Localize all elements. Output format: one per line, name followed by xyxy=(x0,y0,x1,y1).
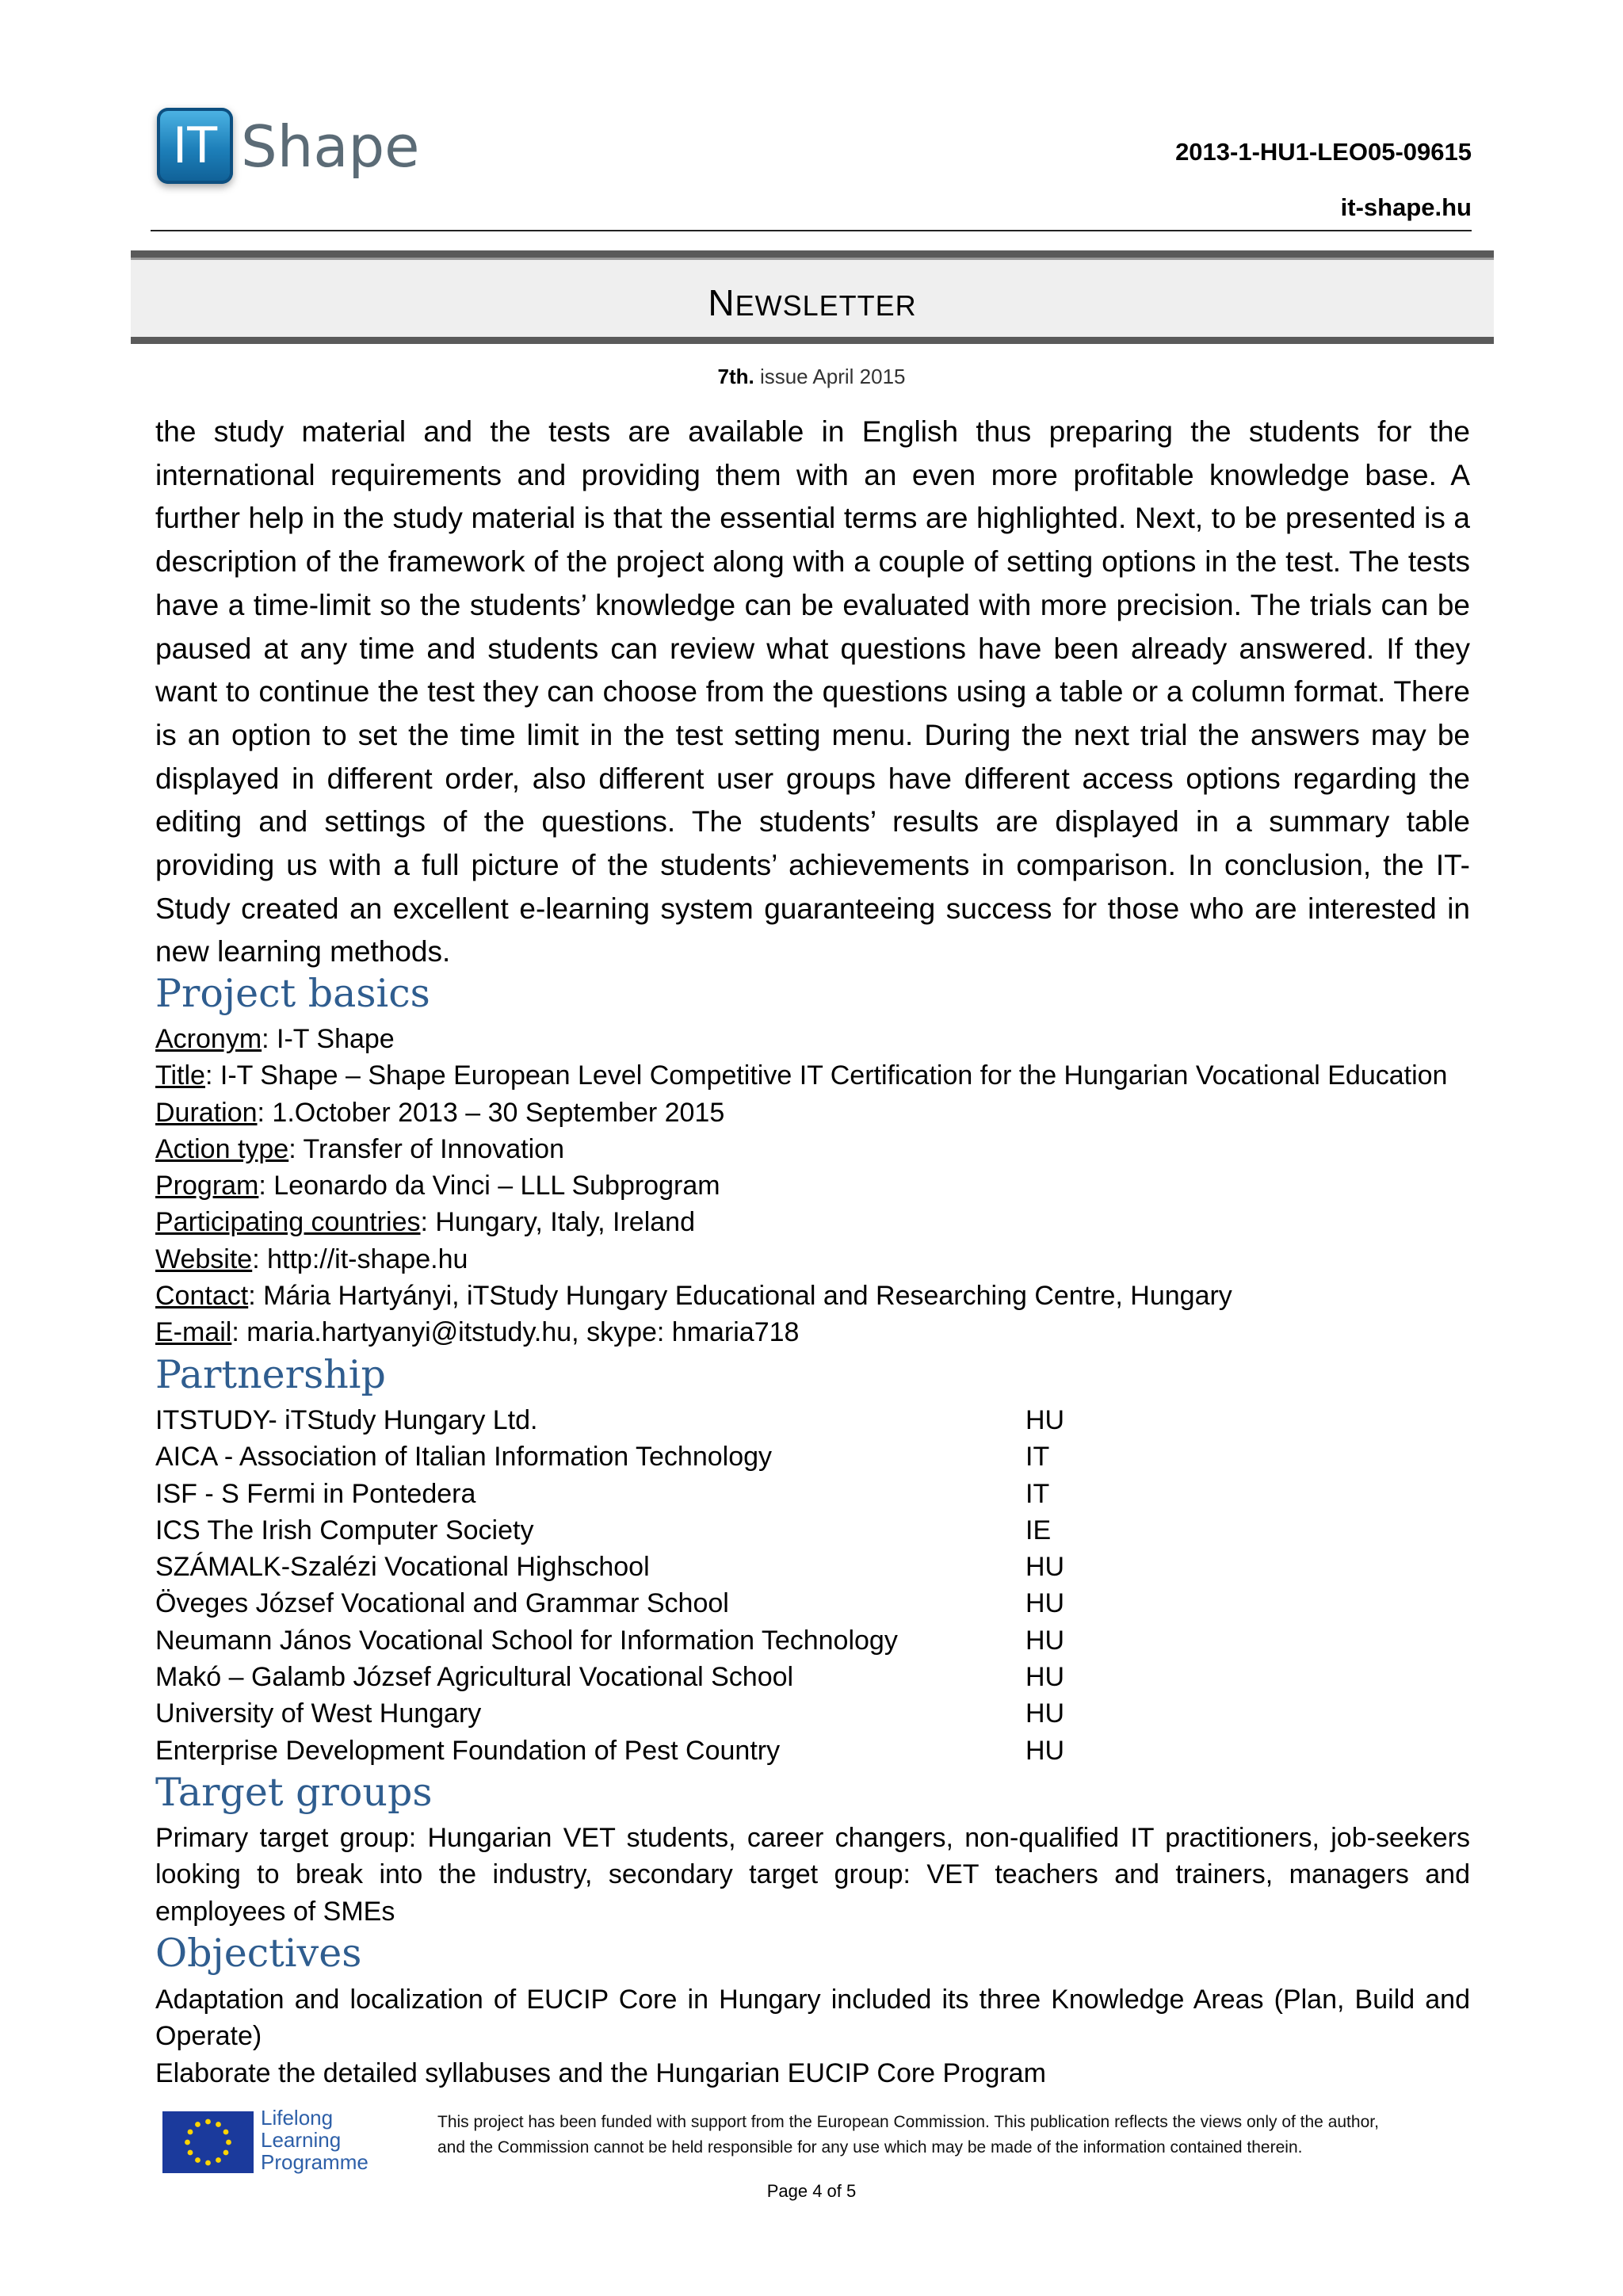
logo-icon xyxy=(157,108,233,184)
partner-name: Neumann János Vocational School for Information Technology xyxy=(155,1625,898,1656)
project-basics-row xyxy=(155,1095,1470,1131)
eu-star-icon xyxy=(195,2157,200,2163)
partner-name: Öveges József Vocational and Grammar School xyxy=(155,1588,729,1619)
partner-row xyxy=(155,1402,1106,1438)
row-value: : 1.October 2013 – 30 September 2015 xyxy=(257,1097,725,1128)
lifelong-learning-logo xyxy=(162,2107,376,2178)
eu-text-line: Programme xyxy=(261,2150,369,2174)
row-key: Action type xyxy=(155,1133,289,1164)
issue-line xyxy=(0,365,1623,389)
objectives-heading: Objectives xyxy=(155,1931,362,1976)
newsletter-title-initial: N xyxy=(708,282,735,323)
project-basics-row xyxy=(155,1167,1470,1204)
eu-star-icon xyxy=(223,2130,229,2135)
target-groups-text: Primary target group: Hungarian VET students, career changers, non-qualified IT practitioners, job-seekers looking to break into the industry, secondary target group: VET teachers and trainers, managers and employees of SMEs xyxy=(155,1823,1470,1927)
row-value: : Leonardo da Vinci – LLL Subprogram xyxy=(258,1171,720,1201)
row-key: Program xyxy=(155,1171,259,1201)
row-value: : Mária Hartyányi, iTStudy Hungary Educational and Researching Centre, Hungary xyxy=(248,1281,1232,1312)
eu-star-icon xyxy=(188,2150,193,2156)
page-number: Page 4 of 5 xyxy=(766,2181,857,2201)
eu-star-icon xyxy=(205,2160,211,2166)
objectives-text xyxy=(155,1981,1470,2092)
row-value: : Transfer of Innovation xyxy=(288,1133,564,1164)
lifelong-learning-text xyxy=(261,2107,369,2173)
disclaimer-line: and the Commission cannot be held responsible for any use which may be made of the information contained therein. xyxy=(437,2138,1303,2157)
target-groups-heading: Target groups xyxy=(155,1770,433,1815)
partner-name: AICA - Association of Italian Information Technology xyxy=(155,1442,773,1473)
project-basics-row xyxy=(155,1131,1470,1167)
row-value: : http://it-shape.hu xyxy=(252,1244,468,1274)
eu-star-icon xyxy=(223,2150,229,2156)
logo-box-text: IT xyxy=(172,117,218,174)
eu-star-icon xyxy=(226,2140,231,2145)
partner-country: HU xyxy=(1025,1405,1065,1435)
project-basics-row xyxy=(155,1241,1470,1278)
row-value: : I-T Shape xyxy=(262,1024,395,1054)
project-basics-row xyxy=(155,1314,1470,1350)
row-key: Website xyxy=(155,1244,253,1274)
row-value: : I-T Shape – Shape European Level Competitive IT Certification for the Hungarian Vocational Education xyxy=(204,1060,1448,1091)
partner-name: ISF - S Fermi in Pontedera xyxy=(155,1478,476,1509)
issue-date: issue April 2015 xyxy=(754,365,906,388)
eu-star-icon xyxy=(195,2122,200,2127)
partner-row xyxy=(155,1695,1106,1732)
partner-name: ITSTUDY- iTStudy Hungary Ltd. xyxy=(155,1405,538,1435)
partner-name: Makó – Galamb József Agricultural Vocational School xyxy=(155,1662,794,1693)
header-divider xyxy=(151,230,1472,231)
header-website: it-shape.hu xyxy=(1340,193,1472,221)
partner-list xyxy=(155,1402,1106,1769)
eu-text-line: Lifelong xyxy=(261,2106,334,2130)
partner-row xyxy=(155,1585,1106,1622)
it-shape-logo xyxy=(151,101,420,197)
project-basics-row xyxy=(155,1057,1470,1094)
newsletter-banner xyxy=(131,250,1494,344)
project-reference: 2013-1-HU1-LEO05-09615 xyxy=(1175,138,1472,166)
project-basics-row xyxy=(155,1021,1470,1057)
eu-flag-icon xyxy=(162,2111,254,2173)
partner-country: IE xyxy=(1025,1515,1052,1545)
partner-country: HU xyxy=(1025,1552,1065,1583)
project-basics-heading: Project basics xyxy=(155,971,430,1016)
row-value: : maria.hartyanyi@itstudy.hu, skype: hmaria718 xyxy=(231,1317,800,1348)
eu-star-icon xyxy=(216,2122,221,2127)
row-key: Duration xyxy=(155,1097,258,1128)
partner-row xyxy=(155,1622,1106,1659)
partner-row xyxy=(155,1733,1106,1769)
newsletter-title xyxy=(131,281,1494,324)
row-key: Contact xyxy=(155,1281,249,1312)
eu-star-icon xyxy=(185,2140,190,2145)
partner-country: IT xyxy=(1025,1442,1050,1473)
logo-word: Shape xyxy=(241,113,420,180)
eu-text-line: Learning xyxy=(261,2128,342,2152)
partner-country: HU xyxy=(1025,1662,1065,1693)
issue-number: 7th. xyxy=(717,365,754,388)
partner-name: University of West Hungary xyxy=(155,1698,482,1729)
partner-country: HU xyxy=(1025,1735,1065,1766)
row-key: Participating countries xyxy=(155,1207,421,1238)
partner-row xyxy=(155,1438,1106,1475)
objective-item: Adaptation and localization of EUCIP Core in Hungary included its three Knowledge Areas (Plan, Build and Operate) xyxy=(155,1985,1470,2052)
row-key: Title xyxy=(155,1060,205,1091)
project-basics-list xyxy=(155,1021,1470,1351)
funding-disclaimer xyxy=(437,2110,1476,2160)
partner-country: IT xyxy=(1025,1478,1050,1509)
partner-row xyxy=(155,1512,1106,1549)
project-basics-row xyxy=(155,1204,1470,1240)
eu-star-icon xyxy=(205,2119,211,2125)
row-value: : Hungary, Italy, Ireland xyxy=(420,1207,695,1238)
partner-name: ICS The Irish Computer Society xyxy=(155,1515,534,1545)
partner-row xyxy=(155,1549,1106,1585)
project-basics-row xyxy=(155,1278,1470,1314)
partnership-heading: Partnership xyxy=(155,1352,386,1397)
partner-country: HU xyxy=(1025,1625,1065,1656)
row-key: E-mail xyxy=(155,1317,232,1348)
eu-star-icon xyxy=(188,2130,193,2135)
row-key: Acronym xyxy=(155,1024,262,1054)
partner-name: Enterprise Development Foundation of Pest Country xyxy=(155,1735,781,1766)
partner-row xyxy=(155,1476,1106,1512)
partner-country: HU xyxy=(1025,1698,1065,1729)
partner-name: SZÁMALK-Szalézi Vocational Highschool xyxy=(155,1552,650,1583)
eu-star-icon xyxy=(216,2157,221,2163)
partner-row xyxy=(155,1659,1106,1695)
newsletter-title-rest: EWSLETTER xyxy=(735,289,917,322)
partner-country: HU xyxy=(1025,1588,1065,1619)
disclaimer-line: This project has been funded with support from the European Commission. This publication reflects the views only of the author, xyxy=(437,2113,1379,2131)
intro-paragraph: the study material and the tests are available in English thus preparing the students for the international requirements and providing them with an even more profitable knowledge base. A further help in the study material is that the essential terms are highlighted. Next, to be presented is a description of the framework of the project along with a couple of setting options in the test. The tests have a time-limit so the students’ knowledge can be evaluated with more precision. The trials can be paused at any time and students can review what questions have been already answered. If they want to continue the test they can choose from the questions using a table or a column format. There is an option to set the time limit in the test setting menu. During the next trial the answers may be displayed in different order, also different user groups have different access options regarding the editing and settings of the questions. The students’ results are displayed in a summary table providing us with a full picture of the students’ achievements in comparison. In conclusion, the IT-Study created an excellent e-learning system guaranteeing success for those who are interested in new learning methods. xyxy=(155,415,1470,968)
objective-item: Elaborate the detailed syllabuses and the Hungarian EUCIP Core Program xyxy=(155,2057,1046,2088)
